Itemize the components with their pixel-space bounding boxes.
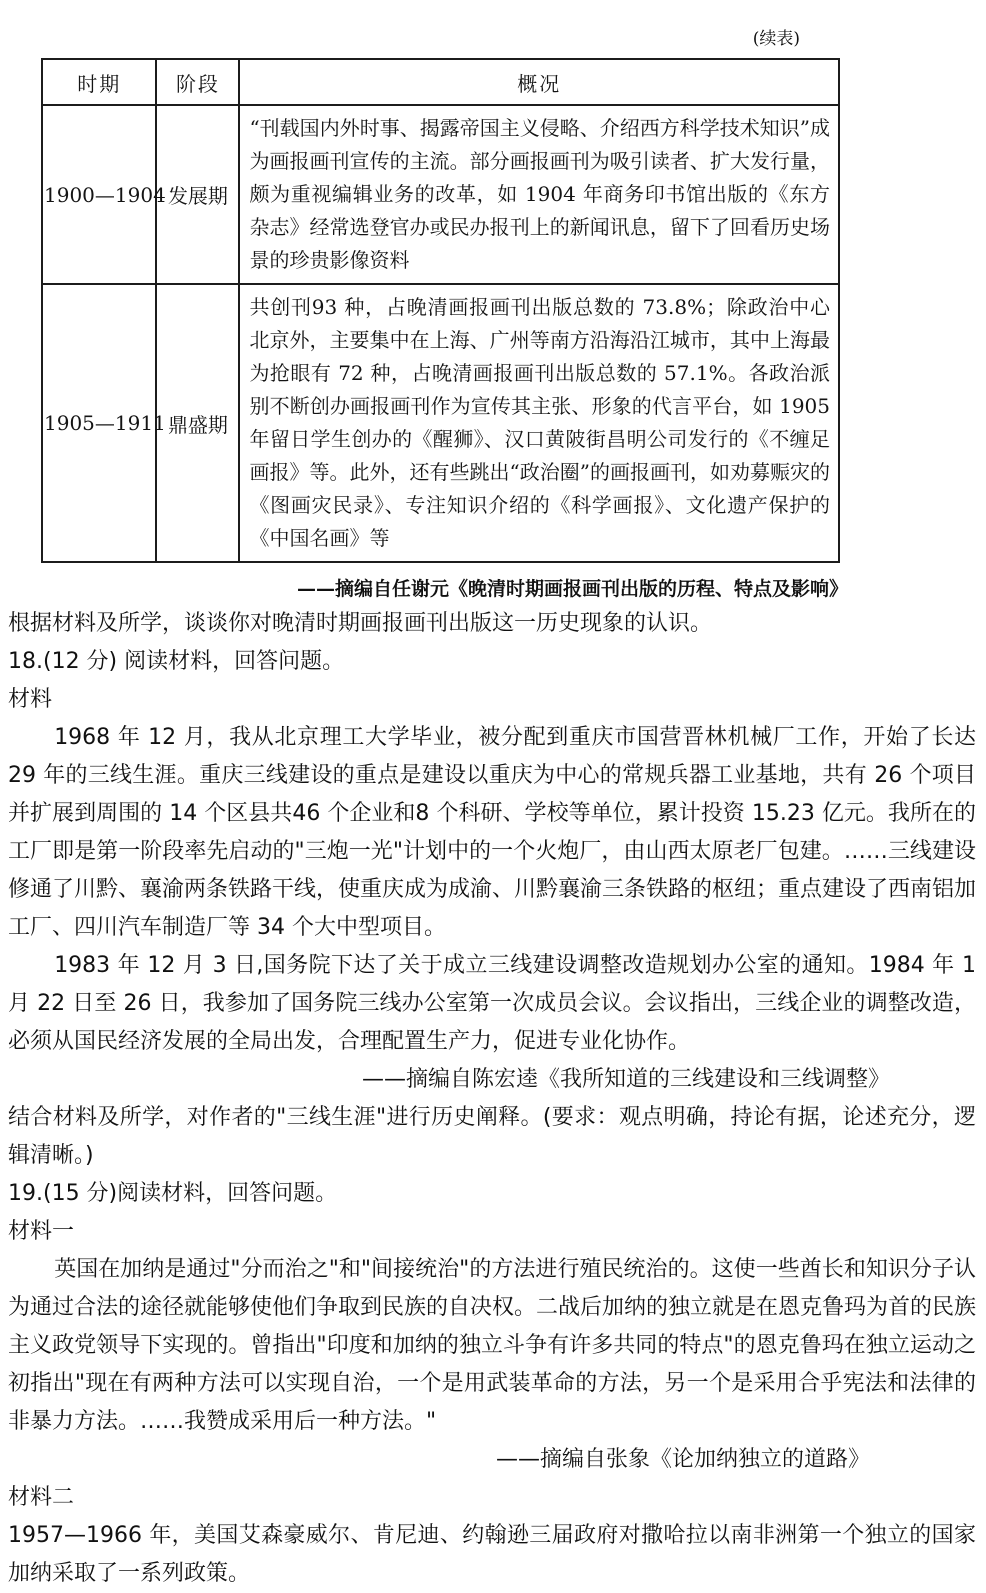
question-body [0,605,986,1593]
q18-material-paragraph-1: 1968 年 12 月，我从北京理工大学毕业，被分配到重庆市国营晋林机械厂工作，开始了长达 29 年的三线生涯。重庆三线建设的重点是建设以重庆为中心的常规兵器工业基地，共有 26 个项目并扩展到周围的 14 个区县共46 个企业和8 个科研、学校等单位，累计投资 15.23 亿元。我所在的工厂即是第一阶段率先启动的"三炮一光"计划中的一个火炮厂，由山西太原老厂包建。……三线建设修通了川黔、襄渝两条铁路干线，使重庆成为成渝、川黔襄渝三条铁路的枢纽；重点建设了西南铝加工厂、四川汽车制造厂等 34 个大中型项目。 [8,725,977,940]
q19-material1-label: 材料一 [8,1219,75,1244]
pictorial-press-table [41,58,840,563]
continued-table-label: (续表) [752,29,800,49]
q19-material1-paragraph: 英国在加纳是通过"分而治之"和"间接统治"的方法进行殖民统治的。这使一些酋长和知识分子认为通过合法的途径就能够使他们争取到民族的自决权。二战后加纳的独立就是在恩克鲁玛为首的民族主义政党领导下实现的。曾指出"印度和加纳的独立斗争有许多共同的特点"的恩克鲁玛在独立运动之初指出"现在有两种方法可以实现自治，一个是用武装革命的方法，另一个是采用合乎宪法和法律的非暴力方法。……我赞成采用后一种方法。" [8,1257,977,1434]
header-period: 时期 [42,59,156,105]
summary-1905-1911: 共创刊93 种，占晚清画报画刊出版总数的 73.8%；除政治中心北京外，主要集中在上海、广州等南方沿海沿江城市，其中上海最为抢眼有 72 种，占晚清画报画刊出版总数的 57.1%。各政治派别不断创办画报画刊作为宣传其主张、形象的代言平台，如 1905 年留日学生创办的《醒狮》、汉口黄陂街昌明公司发行的《不缠足画报》等。此外，还有些跳出“政治圈”的画报画刊，如劝募赈灾的《图画灾民录》、专注知识介绍的《科学画报》、文化遗产保护的《中国名画》等 [239,284,839,562]
table-row [42,284,839,562]
q19-material2-label: 材料二 [8,1485,75,1510]
table-source-citation: ——摘编自任谢元《晚清时期画报画刊出版的历程、特点及影响》 [296,578,848,600]
q19-heading: 19.(15 分)阅读材料，回答问题。 [8,1181,338,1206]
summary-1900-1904: “刊载国内外时事、揭露帝国主义侵略、介绍西方科学技术知识”成为画报画刊宣传的主流。部分画报画刊为吸引读者、扩大发行量，颇为重视编辑业务的改革，如 1904 年商务印书馆出版的《东方杂志》经常选登官办或民办报刊上的新闻讯息，留下了回看历史场景的珍贵影像资料 [239,105,839,284]
header-summary: 概况 [239,59,839,105]
q18-material-paragraph-2: 1983 年 12 月 3 日,国务院下达了关于成立三线建设调整改造规划办公室的通知。1984 年 1 月 22 日至 26 日，我参加了国务院三线办公室第一次成员会议。会议指出，三线企业的调整改造，必须从国民经济发展的全局出发，合理配置生产力，促进专业化协作。 [8,953,976,1054]
period-1905-1911: 1905—1911 [42,284,156,562]
stage-peak: 鼎盛期 [156,284,239,562]
q18-material-label: 材料 [8,687,53,712]
q18-source-citation: ——摘编自陈宏逵《我所知道的三线建设和三线调整》 [361,1067,890,1092]
q19-source-citation: ——摘编自张象《论加纳独立的道路》 [495,1447,870,1472]
q17-prompt: 根据材料及所学，谈谈你对晚清时期画报画刊出版这一历史现象的认识。 [8,611,713,636]
header-stage: 阶段 [156,59,239,105]
q18-task: 结合材料及所学，对作者的"三线生涯"进行历史阐释。(要求：观点明确，持论有据，论述充分，逻辑清晰。) [8,1105,976,1168]
period-1900-1904: 1900—1904 [42,105,156,284]
q19-material2-paragraph: 1957—1966 年，美国艾森豪威尔、肯尼迪、约翰逊三届政府对撒哈拉以南非洲第一个独立的国家加纳采取了一系列政策。 [8,1523,976,1586]
q18-heading: 18.(12 分) 阅读材料，回答问题。 [8,649,345,674]
table-row [42,105,839,284]
stage-development: 发展期 [156,105,239,284]
table-header-row [42,59,839,105]
